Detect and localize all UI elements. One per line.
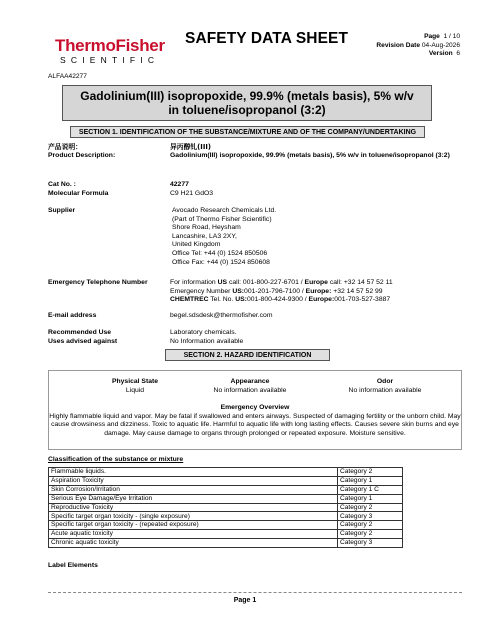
supplier-label: Supplier (48, 207, 76, 214)
product-title-box (62, 85, 432, 121)
physical-state-label: Physical State (111, 378, 159, 385)
label-elements-title: Label Elements (48, 562, 98, 569)
classification-table (48, 467, 403, 548)
section-2-heading: SECTION 2. HAZARD IDENTIFICATION (165, 349, 330, 361)
version-label: Version (428, 50, 453, 58)
table-row (49, 512, 403, 521)
document-title: SAFETY DATA SHEET (185, 30, 349, 47)
recommended-use-label: Recommended Use (48, 329, 112, 336)
category-cell: Category 1 C (338, 485, 403, 494)
emergency-overview (48, 404, 462, 438)
table-row (49, 468, 403, 477)
emergency-line-1: For information US call: 001-800-227-6701 / Europe call: +32 14 57 52 11 (170, 279, 393, 286)
cat-no-value: 42277 (170, 181, 189, 188)
category-cell: Category 1 (338, 476, 403, 485)
physical-state (70, 378, 200, 395)
emergency-line-2: Emergency Number US:001-201-796-7100 / Europe: +32 14 57 52 99 (170, 287, 383, 295)
table-row (49, 530, 403, 539)
product-description-value: Gadolinium(III) isopropoxide, 99.9% (metals basis), 5% w/v in toluene/isopropanol (3:2) (170, 152, 450, 159)
footer-page-number: Page 1 (233, 597, 257, 604)
email-link[interactable]: begel.sdsdesk@thermofisher.com (170, 312, 273, 319)
physical-state-value: Liquid (125, 386, 145, 394)
footer-divider (48, 592, 462, 593)
molecular-formula-value: C9 H21 GdO3 (170, 190, 214, 197)
page-info (376, 33, 460, 59)
page-label: Page (424, 33, 440, 40)
product-code: ALFAA42277 (48, 73, 87, 80)
table-row (49, 539, 403, 548)
odor-label: Odor (376, 378, 394, 385)
emergency-phone-label: Emergency Telephone Number (48, 279, 148, 286)
brand-logo: ThermoFisher (55, 36, 165, 55)
section-1-heading: SECTION 1. IDENTIFICATION OF THE SUBSTANCE/MIXTURE AND OF THE COMPANY/UNDERTAKING (70, 126, 425, 138)
hazard-cell: Reproductive Toxicity (49, 503, 338, 512)
revision-label: Revision Date (376, 41, 421, 49)
supplier-address (172, 207, 472, 267)
supplier-line: Office Fax: +44 (0) 1524 850608 (172, 258, 270, 266)
brand-logo-subtitle: SCIENTIFIC (60, 55, 160, 65)
supplier-line: United Kingdom (172, 241, 221, 249)
table-row (49, 476, 403, 485)
supplier-line: Shore Road, Heysham (172, 224, 241, 232)
hazard-cell: Chronic aquatic toxicity (49, 539, 338, 548)
version-value: 6 (456, 50, 460, 58)
email-label: E-mail address (48, 312, 97, 319)
odor-value: No information available (348, 386, 422, 394)
product-title: Gadolinium(III) isopropoxide, 99.9% (metals basis), 5% w/v in toluene/isopropanol (3:2) (80, 89, 414, 117)
appearance-label: Appearance (230, 378, 270, 385)
emergency-line-3: CHEMTREC Tel. No. US:001-800-424-9300 / Europe:001-703-527-3887 (170, 296, 391, 304)
appearance (185, 378, 315, 395)
category-cell: Category 3 (338, 512, 403, 521)
category-cell: Category 1 (338, 494, 403, 503)
supplier-line: Avocado Research Chemicals Ltd. (172, 207, 277, 214)
emergency-overview-title: Emergency Overview (220, 404, 290, 411)
supplier-line: Office Tel: +44 (0) 1524 850506 (172, 249, 268, 257)
hazard-cell: Flammable liquids. (49, 468, 338, 477)
hazard-cell: Acute aquatic toxicity (49, 530, 338, 539)
uses-advised-against-label: Uses advised against (48, 338, 118, 345)
category-cell: Category 2 (338, 521, 403, 530)
table-row (49, 494, 403, 503)
page-value: 1 / 10 (443, 33, 460, 40)
category-cell: Category 2 (338, 468, 403, 477)
cn-product-value: 异丙醇钆(III) (170, 143, 211, 151)
uses-advised-against-value: No Information available (170, 338, 244, 345)
revision-value: 04-Aug-2026 (421, 41, 460, 49)
cat-no-label: Cat No. : (48, 181, 76, 188)
classification-title: Classification of the substance or mixture (48, 456, 184, 463)
category-cell: Category 2 (338, 530, 403, 539)
appearance-value: No information available (213, 386, 287, 394)
hazard-cell: Specific target organ toxicity - (repeated exposure) (49, 521, 338, 530)
product-description-label: Product Description: (48, 152, 116, 159)
recommended-use-value: Laboratory chemicals. (170, 329, 237, 336)
supplier-line: Lancashire, LA3 2XY, (172, 232, 237, 240)
odor (320, 378, 450, 395)
hazard-cell: Aspiration Toxicity (49, 476, 338, 485)
cn-product-label: 产品说明： (48, 143, 82, 151)
hazard-cell: Specific target organ toxicity - (single exposure) (49, 512, 338, 521)
emergency-phone-block (170, 279, 470, 305)
supplier-line: (Part of Thermo Fisher Scientific) (172, 215, 272, 223)
hazard-cell: Skin Corrosion/Irritation (49, 485, 338, 494)
category-cell: Category 2 (338, 503, 403, 512)
emergency-overview-text: Highly flammable liquid and vapor. May be fatal if swallowed and enters airways. Suspected of damaging fertility or the unborn child. May cause drowsiness and dizziness. Toxic to aquatic life. Harmful to aquatic life with long lasting effects. Causes severe skin burns and eye damage. May cause damage to organs through prolonged or repeated exposure. Moisture sensitive. (49, 412, 461, 437)
category-cell: Category 3 (338, 539, 403, 548)
table-row (49, 485, 403, 494)
hazard-cell: Serious Eye Damage/Eye Irritation (49, 494, 338, 503)
table-row (49, 521, 403, 530)
molecular-formula-label: Molecular Formula (48, 190, 109, 197)
table-row (49, 503, 403, 512)
